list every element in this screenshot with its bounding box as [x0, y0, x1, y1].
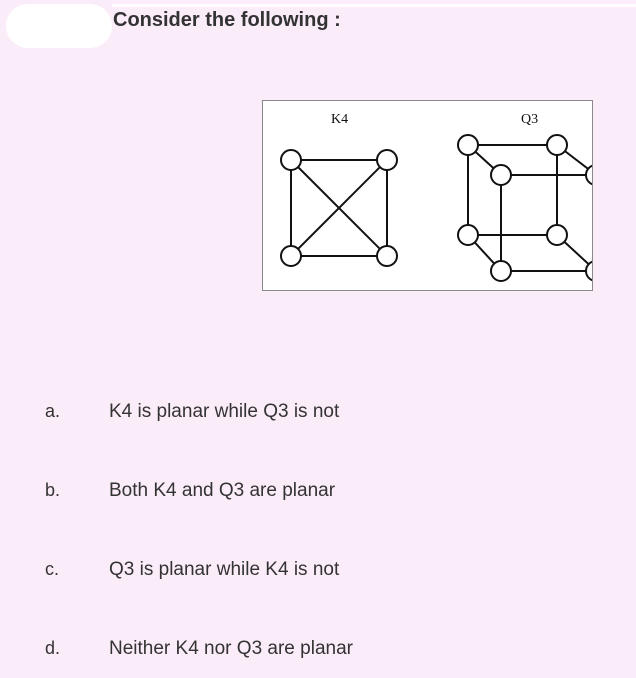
option-c-letter: c. [45, 559, 60, 579]
graph-figure [262, 100, 593, 291]
option-a-letter: a. [45, 401, 61, 421]
q3-graph [468, 145, 592, 271]
option-d[interactable] [0, 638, 636, 678]
option-c[interactable] [0, 559, 636, 599]
option-b-text[interactable]: Both K4 and Q3 are planar [109, 480, 336, 501]
option-b[interactable] [0, 480, 636, 520]
option-a-text[interactable]: K4 is planar while Q3 is not [109, 401, 340, 422]
q3-label: Q3 [521, 112, 539, 127]
option-c-text[interactable]: Q3 is planar while K4 is not [109, 559, 340, 580]
option-a[interactable] [0, 401, 636, 441]
option-b-letter: b. [45, 480, 61, 500]
k4-graph [291, 160, 387, 256]
top-divider [112, 4, 636, 7]
graph-figure-svg [263, 101, 592, 290]
k4-label: K4 [331, 112, 349, 127]
option-d-letter: d. [45, 638, 61, 658]
question-text: Consider the following : [113, 9, 341, 31]
redacted-header-blob [6, 4, 112, 48]
option-d-text[interactable]: Neither K4 nor Q3 are planar [109, 638, 353, 659]
